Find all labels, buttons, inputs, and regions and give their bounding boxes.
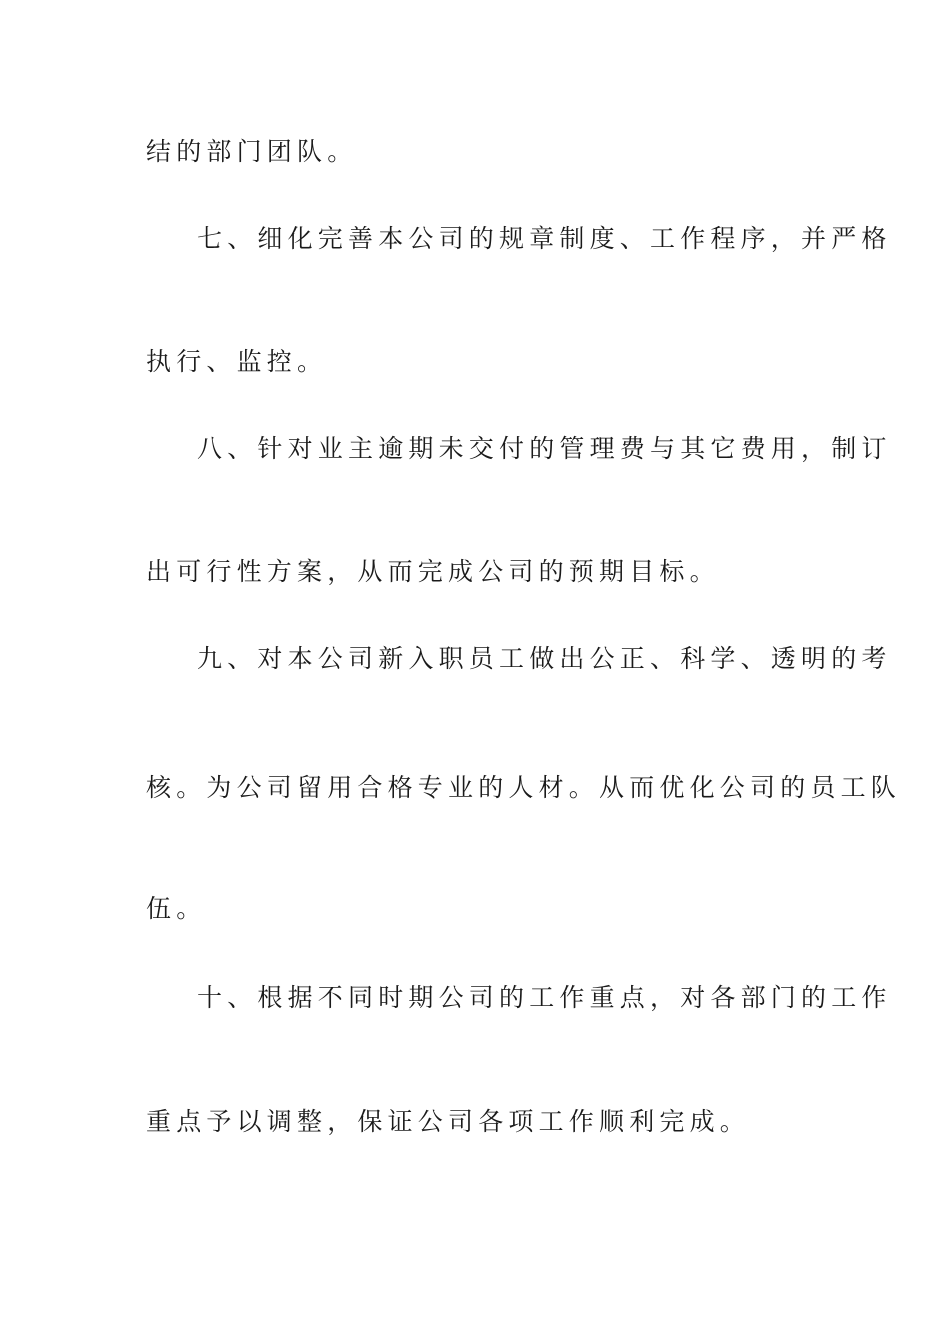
paragraph-line-item-7-cont: 执行、监控。 (146, 347, 328, 376)
paragraph-line-item-9-cont: 核。为公司留用合格专业的人材。从而优化公司的员工队 (146, 773, 902, 802)
paragraph-line-item-10: 十、根据不同时期公司的工作重点，对各部门的工作 (197, 983, 892, 1012)
paragraph-line-item-9: 九、对本公司新入职员工做出公正、科学、透明的考 (197, 644, 892, 673)
paragraph-line-item-10-cont: 重点予以调整，保证公司各项工作顺利完成。 (146, 1107, 751, 1136)
paragraph-line-item-8: 八、针对业主逾期未交付的管理费与其它费用，制订 (197, 434, 892, 463)
paragraph-line-continuation: 结的部门团队。 (146, 137, 358, 166)
paragraph-line-item-7: 七、细化完善本公司的规章制度、工作程序，并严格 (197, 224, 892, 253)
paragraph-line-item-8-cont: 出可行性方案，从而完成公司的预期目标。 (146, 557, 720, 586)
paragraph-line-item-9-end: 伍。 (146, 894, 207, 923)
